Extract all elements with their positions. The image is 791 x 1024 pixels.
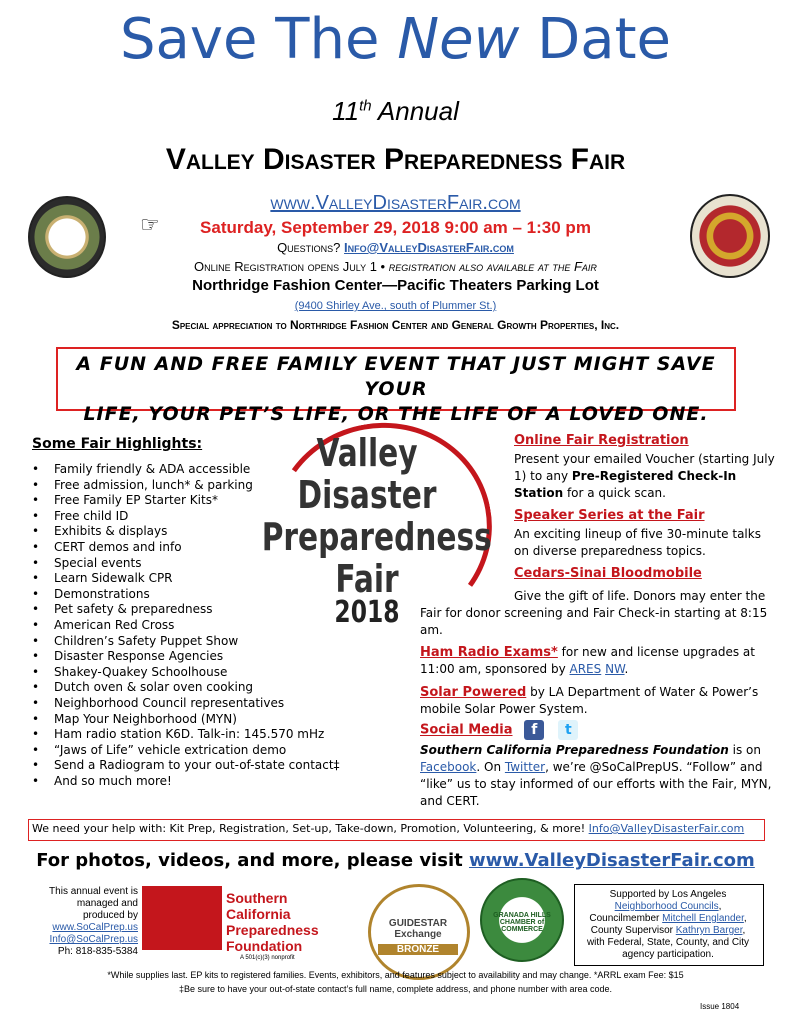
help-line xyxy=(32,822,762,835)
produced-line2: managed and xyxy=(76,898,138,909)
highlight-item: • Learn Sidewalk CPR xyxy=(32,571,340,587)
highlight-item: • Free child ID xyxy=(32,509,340,525)
footnote-1: *While supplies last. EP kits to registered families. Events, exhibitors, and features subject to availability and may change. *ARRL exam Fee: $15 xyxy=(107,970,684,980)
title-part1: Save The xyxy=(119,7,398,72)
ham-radio-heading: Ham Radio Exams* xyxy=(420,645,558,660)
highlight-item: • Pet safety & preparedness xyxy=(32,602,340,618)
venue: Northridge Fashion Center—Pacific Theaters Parking Lot xyxy=(192,277,599,294)
footnote-2: ‡Be sure to have your out-of-state contact’s full name, complete address, and phone number with area code. xyxy=(178,984,613,994)
title-italic: New xyxy=(397,7,520,72)
facebook-icon[interactable]: f xyxy=(524,720,544,740)
scpf-line1: Southern xyxy=(226,890,288,906)
guidestar-text xyxy=(368,918,468,940)
support-line3: County Supervisor xyxy=(590,925,676,936)
solar-heading: Solar Powered xyxy=(420,685,527,700)
annual-heading xyxy=(0,96,791,127)
ham-radio-block: Ham Radio Exams* for new and license upgrades at 11:00 am, sponsored by ARES NW. xyxy=(420,645,755,676)
appreciation-line: Special appreciation to Northridge Fashion Center and General Growth Properties, Inc. xyxy=(171,318,620,332)
bloodmobile-text: Give the gift of life. Donors may enter the Fair for donor screening and Fair Check-in starting at 8:15 am. xyxy=(420,589,768,637)
highlight-item: • “Jaws of Life” vehicle extrication demo xyxy=(32,743,340,759)
social-media-heading: Social Media xyxy=(420,722,513,738)
highlight-item: • Send a Radiogram to your out-of-state contact‡ xyxy=(32,758,340,774)
neighborhood-councils-link[interactable]: Neighborhood Councils xyxy=(614,901,719,912)
logo-line1: Valley xyxy=(316,431,418,475)
online-reg-italic: registration also available at the Fair xyxy=(388,259,597,274)
annual-word: Annual xyxy=(371,96,459,126)
solar-text: by LA Department of Water & Power’s mobile Solar Power System. xyxy=(420,685,759,716)
guidestar-name: GUIDESTAR xyxy=(388,918,448,929)
solar-block xyxy=(420,684,780,718)
support-line2: Councilmember xyxy=(589,913,663,924)
scpf-line4: Foundation xyxy=(226,938,303,954)
logo-line2: Disaster xyxy=(297,473,437,517)
annual-number: 11 xyxy=(332,96,360,126)
highlight-item: • Disaster Response Agencies xyxy=(32,649,340,665)
highlight-item: • Dutch oven & solar oven cooking xyxy=(32,680,340,696)
produced-by xyxy=(20,886,138,958)
scpf-line2: California xyxy=(226,906,291,922)
title-part2: Date xyxy=(519,7,672,72)
produced-line1: This annual event is xyxy=(49,886,138,897)
online-registration-line xyxy=(0,259,791,274)
photos-text: For photos, videos, and more, please visit xyxy=(36,850,469,871)
socalprep-website-link[interactable]: www.SoCalPrep.us xyxy=(52,922,138,933)
questions-label: Questions? xyxy=(277,240,345,255)
highlight-item: • Free admission, lunch* & parking xyxy=(32,478,340,494)
online-registration-text xyxy=(514,451,776,502)
social-media-block xyxy=(420,720,780,810)
logo-line4: Fair xyxy=(335,557,399,601)
address-link[interactable]: (9400 Shirley Ave., south of Plummer St.) xyxy=(294,300,497,312)
pointing-hand-icon: ☞ xyxy=(140,212,160,237)
fair-name: Valley Disaster Preparedness Fair xyxy=(165,143,626,176)
twitter-link[interactable]: Twitter xyxy=(504,760,546,774)
nonprofit-label: A 501(c)(3) nonprofit xyxy=(240,955,295,961)
speaker-series-heading: Speaker Series at the Fair xyxy=(514,508,705,523)
right-column xyxy=(514,432,776,582)
questions-email-link[interactable]: Info@ValleyDisasterFair.com xyxy=(344,240,514,255)
ares-link[interactable]: ARES xyxy=(569,662,602,676)
highlight-item: • Shakey-Quakey Schoolhouse xyxy=(32,665,340,681)
online-body1: Present your emailed Voucher (starting July 1) to any xyxy=(514,452,775,483)
slogan xyxy=(58,352,734,427)
annual-suffix: th xyxy=(359,97,372,115)
event-date: Saturday, September 29, 2018 9:00 am – 1:30 pm xyxy=(200,218,591,237)
social-org-name: Southern California Preparedness Foundation xyxy=(420,743,729,757)
ham-radio-text: for new and license upgrades at 11:00 am, sponsored by xyxy=(420,645,755,676)
nw-link[interactable]: NW xyxy=(605,662,625,676)
highlight-item: • Neighborhood Council representatives xyxy=(32,696,340,712)
highlight-item: • CERT demos and info xyxy=(32,540,340,556)
speaker-series-text: An exciting lineup of five 30-minute talks on diverse preparedness topics. xyxy=(514,527,761,558)
bloodmobile-heading: Cedars-Sinai Bloodmobile xyxy=(514,566,702,581)
facebook-link[interactable]: Facebook xyxy=(420,760,477,774)
guidestar-sub: Exchange xyxy=(394,929,442,940)
highlight-item: • Special events xyxy=(32,556,340,572)
support-line1: Supported by Los Angeles xyxy=(609,889,727,900)
help-email-link[interactable]: Info@ValleyDisasterFair.com xyxy=(588,822,745,835)
scpf-line3: Preparedness xyxy=(226,922,319,938)
highlight-item: • And so much more! xyxy=(32,774,340,790)
highlight-item: • Map Your Neighborhood (MYN) xyxy=(32,712,340,728)
support-line4: with Federal, State, County, and City agency participation. xyxy=(586,937,750,960)
highlight-item: • American Red Cross xyxy=(32,618,340,634)
online-bold: Pre-Registered Check-In Station xyxy=(514,469,737,500)
issue-number: Issue 1804 xyxy=(700,1002,740,1011)
page-title xyxy=(0,8,791,72)
highlights-title: Some Fair Highlights: xyxy=(32,436,203,452)
online-reg-text: Online Registration opens July 1 • xyxy=(194,259,389,274)
questions-line xyxy=(0,240,791,255)
highlight-item: • Children’s Safety Puppet Show xyxy=(32,634,340,650)
highlight-item: • Free Family EP Starter Kits* xyxy=(32,493,340,509)
photos-line xyxy=(0,850,791,871)
socalprep-email-link[interactable]: Info@SoCalPrep.us xyxy=(49,934,138,945)
online-registration-heading: Online Fair Registration xyxy=(514,433,689,448)
twitter-icon[interactable]: t xyxy=(558,720,578,740)
logo-line5: 2018 xyxy=(334,595,400,630)
highlight-item: • Family friendly & ADA accessible xyxy=(32,462,340,478)
supported-by: Supported by Los Angeles Neighborhood Councils, Councilmember Mitchell Englander, County Supervisor Kathryn Barger, with Federal, State, County, and City agency participation. xyxy=(574,889,762,961)
produced-line3: produced by xyxy=(82,910,138,921)
slogan-line2: LIFE, YOUR PET’S LIFE, OR THE LIFE OF A LOVED ONE. xyxy=(83,403,709,425)
social-text3: , we’re @SoCalPrepUS. “Follow” and “like” us to stay informed of our efforts with the Fair, MYN, and CERT. xyxy=(420,760,772,808)
photos-website-link[interactable]: www.ValleyDisasterFair.com xyxy=(468,850,755,871)
highlight-item: • Ham radio station K6D. Talk-in: 145.570 mHz xyxy=(32,727,340,743)
social-text2: . On xyxy=(476,760,505,774)
scpf-name xyxy=(226,890,319,954)
supervisor-link[interactable]: Kathryn Barger xyxy=(675,925,743,936)
scpf-logo-icon xyxy=(142,886,222,950)
logo-line3: Preparedness xyxy=(261,515,492,559)
website-link[interactable]: www.ValleyDisasterFair.com xyxy=(270,192,521,214)
highlight-item: • Exhibits & displays xyxy=(32,524,340,540)
produced-phone: Ph: 818-835-5384 xyxy=(57,946,138,957)
slogan-line1: A FUN AND FREE FAMILY EVENT THAT JUST MIGHT SAVE YOUR xyxy=(76,353,716,400)
help-text: We need your help with: Kit Prep, Registration, Set-up, Take-down, Promotion, Volunteering, & more! xyxy=(32,822,589,835)
councilmember-link[interactable]: Mitchell Englander xyxy=(662,913,744,924)
online-body2: for a quick scan. xyxy=(563,486,666,500)
highlight-item: • Demonstrations xyxy=(32,587,340,603)
granada-hills-text: GRANADA HILLS CHAMBER of COMMERCE xyxy=(493,912,551,933)
bronze-label: BRONZE xyxy=(378,944,458,955)
social-text1: is on xyxy=(728,743,761,757)
